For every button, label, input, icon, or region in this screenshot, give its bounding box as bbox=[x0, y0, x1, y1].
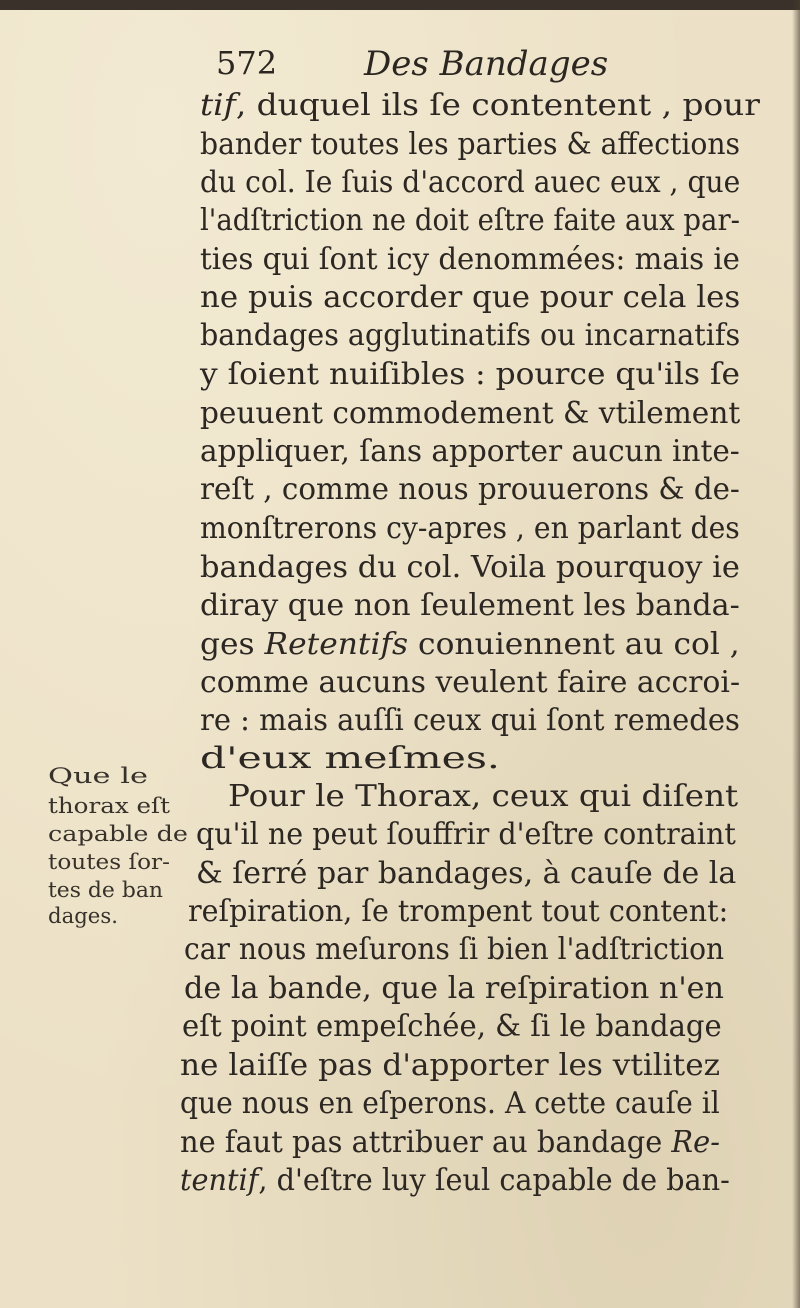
text-segment: de la bande, que la reſpiration n'en bbox=[184, 971, 724, 1006]
margin-note-line: tes de ban bbox=[48, 878, 163, 902]
text-segment: bandages agglutinatifs ou incarnatifs bbox=[200, 318, 741, 353]
text-segment: Pour le Thorax, ceux qui diſent bbox=[228, 779, 739, 814]
italic-segment: Re- bbox=[671, 1125, 720, 1160]
text-segment: , duquel ils ſe contentent , pour bbox=[235, 88, 760, 123]
text-line bbox=[200, 280, 740, 315]
text-line bbox=[182, 1009, 722, 1044]
text-line bbox=[184, 971, 724, 1006]
text-segment: que nous en eſperons. A cette cauſe il bbox=[180, 1086, 720, 1121]
text-line bbox=[200, 165, 740, 200]
text-line bbox=[200, 242, 740, 277]
text-line bbox=[200, 357, 740, 392]
text-segment: ne faut pas attribuer au bandage bbox=[180, 1125, 672, 1160]
text-segment: reſt , comme nous prouuerons & de- bbox=[200, 472, 740, 507]
text-line bbox=[200, 627, 740, 662]
text-line bbox=[200, 434, 740, 469]
text-segment: d'eux meſmes. bbox=[200, 741, 500, 776]
running-title: Des Bandages bbox=[364, 44, 609, 84]
text-line bbox=[200, 318, 740, 353]
text-segment: diray que non ſeulement les banda- bbox=[200, 588, 740, 623]
text-segment: qu'il ne peut ſouffrir d'eſtre contraint bbox=[196, 817, 736, 852]
text-line bbox=[200, 588, 740, 623]
text-segment: eſt point empeſchée, & ſi le bandage bbox=[182, 1009, 722, 1044]
text-line bbox=[196, 856, 736, 891]
page-number: 572 bbox=[216, 44, 278, 82]
text-segment: re : mais auſſi ceux qui ſont remedes bbox=[200, 703, 740, 738]
text-line bbox=[200, 703, 740, 738]
text-line bbox=[200, 665, 740, 700]
text-line bbox=[200, 88, 760, 123]
text-segment: ne puis accorder que pour cela les bbox=[200, 280, 741, 315]
text-segment: y ſoient nuiſibles : pource qu'ils ſe bbox=[200, 357, 741, 392]
text-segment: monſtrerons cy-apres , en parlant des bbox=[200, 511, 740, 546]
text-segment: appliquer, ſans apporter aucun inte- bbox=[200, 434, 740, 469]
text-line bbox=[200, 511, 740, 546]
text-line bbox=[200, 396, 740, 431]
margin-note-line: dages. bbox=[48, 904, 118, 928]
text-line bbox=[184, 932, 724, 967]
text-line bbox=[188, 894, 728, 929]
text-segment: ne laiſſe pas d'apporter les vtilitez bbox=[180, 1048, 721, 1083]
italic-segment: Retentifs bbox=[264, 627, 409, 662]
text-segment: comme aucuns veulent faire accroi- bbox=[200, 665, 741, 700]
text-segment: bandages du col. Voila pourquoy ie bbox=[200, 550, 740, 585]
text-segment: ges bbox=[200, 627, 265, 662]
text-line bbox=[228, 779, 738, 814]
margin-note-line: toutes ſor- bbox=[48, 850, 170, 874]
text-segment: & ſerré par bandages, à cauſe de la bbox=[196, 856, 737, 891]
text-line bbox=[196, 817, 736, 852]
text-segment: reſpiration, ſe trompent tout content: bbox=[188, 894, 729, 929]
text-line bbox=[200, 550, 740, 585]
text-segment: conuiennent au col , bbox=[408, 627, 740, 662]
margin-note-line: thorax eſt bbox=[48, 794, 170, 818]
margin-note-line: Que le bbox=[48, 764, 148, 788]
text-segment: car nous meſurons ſi bien l'adſtriction bbox=[184, 932, 725, 967]
italic-segment: tentif bbox=[180, 1163, 259, 1198]
italic-segment: tif bbox=[200, 88, 236, 123]
text-segment: bander toutes les parties & affections bbox=[200, 127, 741, 162]
text-line bbox=[200, 472, 740, 507]
text-segment: ties qui ſont icy denommées: mais ie bbox=[200, 242, 740, 277]
text-line bbox=[180, 1086, 720, 1121]
text-line bbox=[200, 203, 740, 238]
text-segment: l'adſtriction ne doit eſtre faite aux par- bbox=[200, 203, 740, 238]
text-segment: du col. Ie ſuis d'accord auec eux , que bbox=[200, 165, 741, 200]
text-line bbox=[180, 1125, 720, 1160]
text-segment: , d'eſtre luy ſeul capable de ban- bbox=[258, 1163, 730, 1198]
text-line bbox=[180, 1163, 730, 1198]
text-segment: peuuent commodement & vtilement bbox=[200, 396, 741, 431]
margin-note-line: capable de bbox=[48, 822, 188, 846]
text-line bbox=[180, 1048, 720, 1083]
text-line bbox=[200, 741, 500, 776]
text-line bbox=[200, 127, 740, 162]
